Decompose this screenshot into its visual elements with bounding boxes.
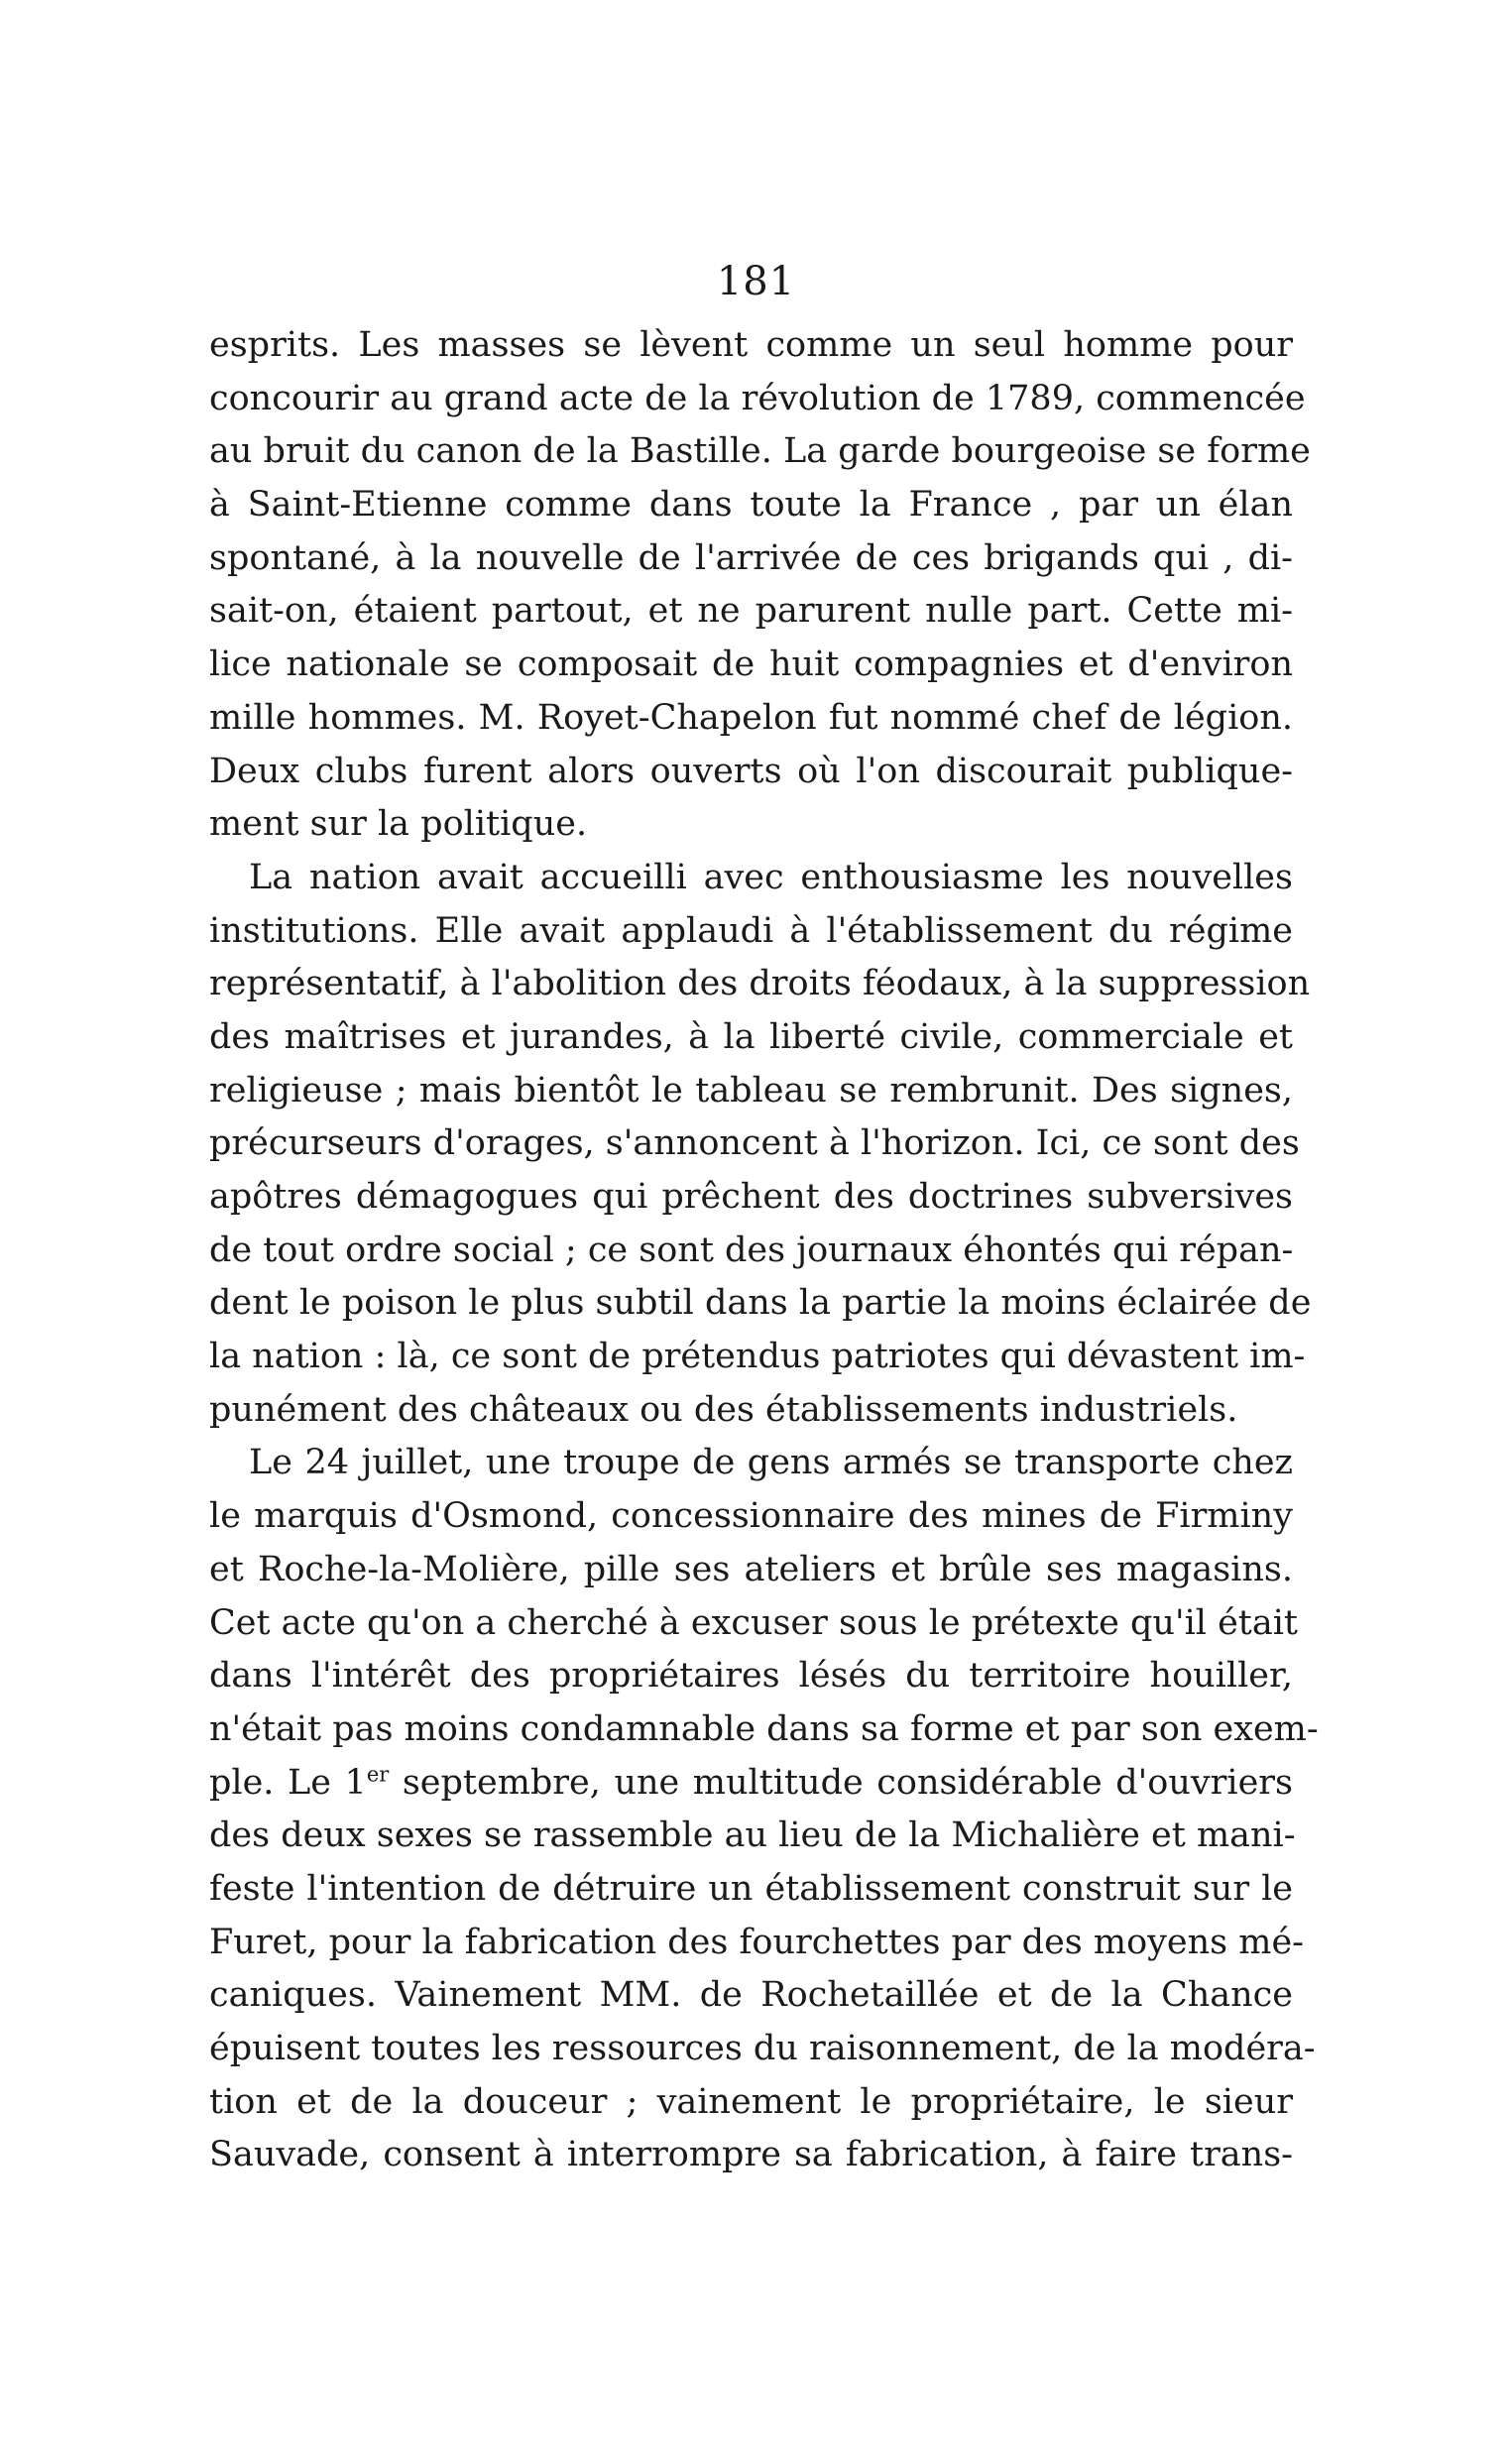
text-line: au bruit du canon de la Bastille. La garde bourgeoise se forme: [209, 431, 1311, 472]
text-line: feste l'intention de détruire un établissement construit sur le: [209, 1868, 1293, 1909]
page-number: 181: [716, 259, 796, 304]
text-line: concourir au grand acte de la révolution de 1789, commencée: [209, 378, 1306, 418]
text-line: précurseurs d'orages, s'annoncent à l'horizon. Ici, ce sont des: [209, 1123, 1300, 1164]
text-line: le marquis d'Osmond, concessionnaire des mines de Firminy: [209, 1496, 1293, 1537]
text-line: ment sur la politique.: [209, 804, 588, 845]
text-line: Cet acte qu'on a cherché à excuser sous le prétexte qu'il était: [209, 1602, 1298, 1643]
text-line: mille hommes. M. Royet-Chapelon fut nommé chef de légion.: [209, 697, 1293, 738]
text-line: lice nationale se composait de huit compagnies et d'environ: [209, 644, 1293, 685]
text-line: à Saint-Etienne comme dans toute la France , par un élan: [209, 485, 1293, 526]
body-text: [209, 319, 1319, 2182]
text-line: religieuse ; mais bientôt le tableau se rembrunit. Des signes,: [209, 1070, 1293, 1111]
text-line: des maîtrises et jurandes, à la liberté civile, commerciale et: [209, 1016, 1293, 1057]
text-line: sait-on, étaient partout, et ne parurent nulle part. Cette mi-: [209, 591, 1293, 632]
text-line: et Roche-la-Molière, pille ses ateliers et brûle ses magasins.: [209, 1549, 1293, 1589]
text-line: tion et de la douceur ; vainement le propriétaire, le sieur: [209, 2081, 1293, 2122]
text-line: Deux clubs furent alors ouverts où l'on discourait publique-: [209, 751, 1293, 791]
text-line: esprits. Les masses se lèvent comme un seul homme pour: [209, 325, 1293, 365]
text-line: Furet, pour la fabrication des fourchettes par des moyens mé-: [209, 1922, 1304, 1962]
text-line: ple. Le 1er septembre, une multitude considérable d'ouvriers: [209, 1761, 1293, 1803]
text-line: dans l'intérêt des propriétaires lésés du territoire houiller,: [209, 1656, 1293, 1697]
text-line: spontané, à la nouvelle de l'arrivée de ces brigands qui , di-: [209, 537, 1293, 578]
text-line: n'était pas moins condamnable dans sa forme et par son exem-: [209, 1708, 1319, 1749]
text-line: Sauvade, consent à interrompre sa fabrication, à faire trans-: [209, 2135, 1293, 2175]
text-line: de tout ordre social ; ce sont des journaux éhontés qui répan-: [209, 1230, 1294, 1270]
text-line: dent le poison le plus subtil dans la partie la moins éclairée de: [209, 1283, 1312, 1324]
text-line: institutions. Elle avait applaudi à l'établissement du régime: [209, 910, 1293, 951]
text-line: La nation avait accueilli avec enthousiasme les nouvelles: [249, 857, 1293, 897]
text-line: apôtres démagogues qui prêchent des doctrines subversives: [209, 1177, 1293, 1217]
text-line: des deux sexes se rassemble au lieu de la Michalière et mani-: [209, 1815, 1296, 1856]
text-line: punément des châteaux ou des établissements industriels.: [209, 1389, 1238, 1430]
text-line: la nation : là, ce sont de prétendus patriotes qui dévastent im-: [209, 1337, 1306, 1377]
text-line: Le 24 juillet, une troupe de gens armés se transporte chez: [249, 1443, 1293, 1483]
text-line: représentatif, à l'abolition des droits féodaux, à la suppression: [209, 964, 1311, 1004]
text-line: épuisent toutes les ressources du raisonnement, de la modéra-: [209, 2029, 1316, 2068]
text-line: caniques. Vainement MM. de Rochetaillée et de la Chance: [209, 1975, 1293, 2016]
